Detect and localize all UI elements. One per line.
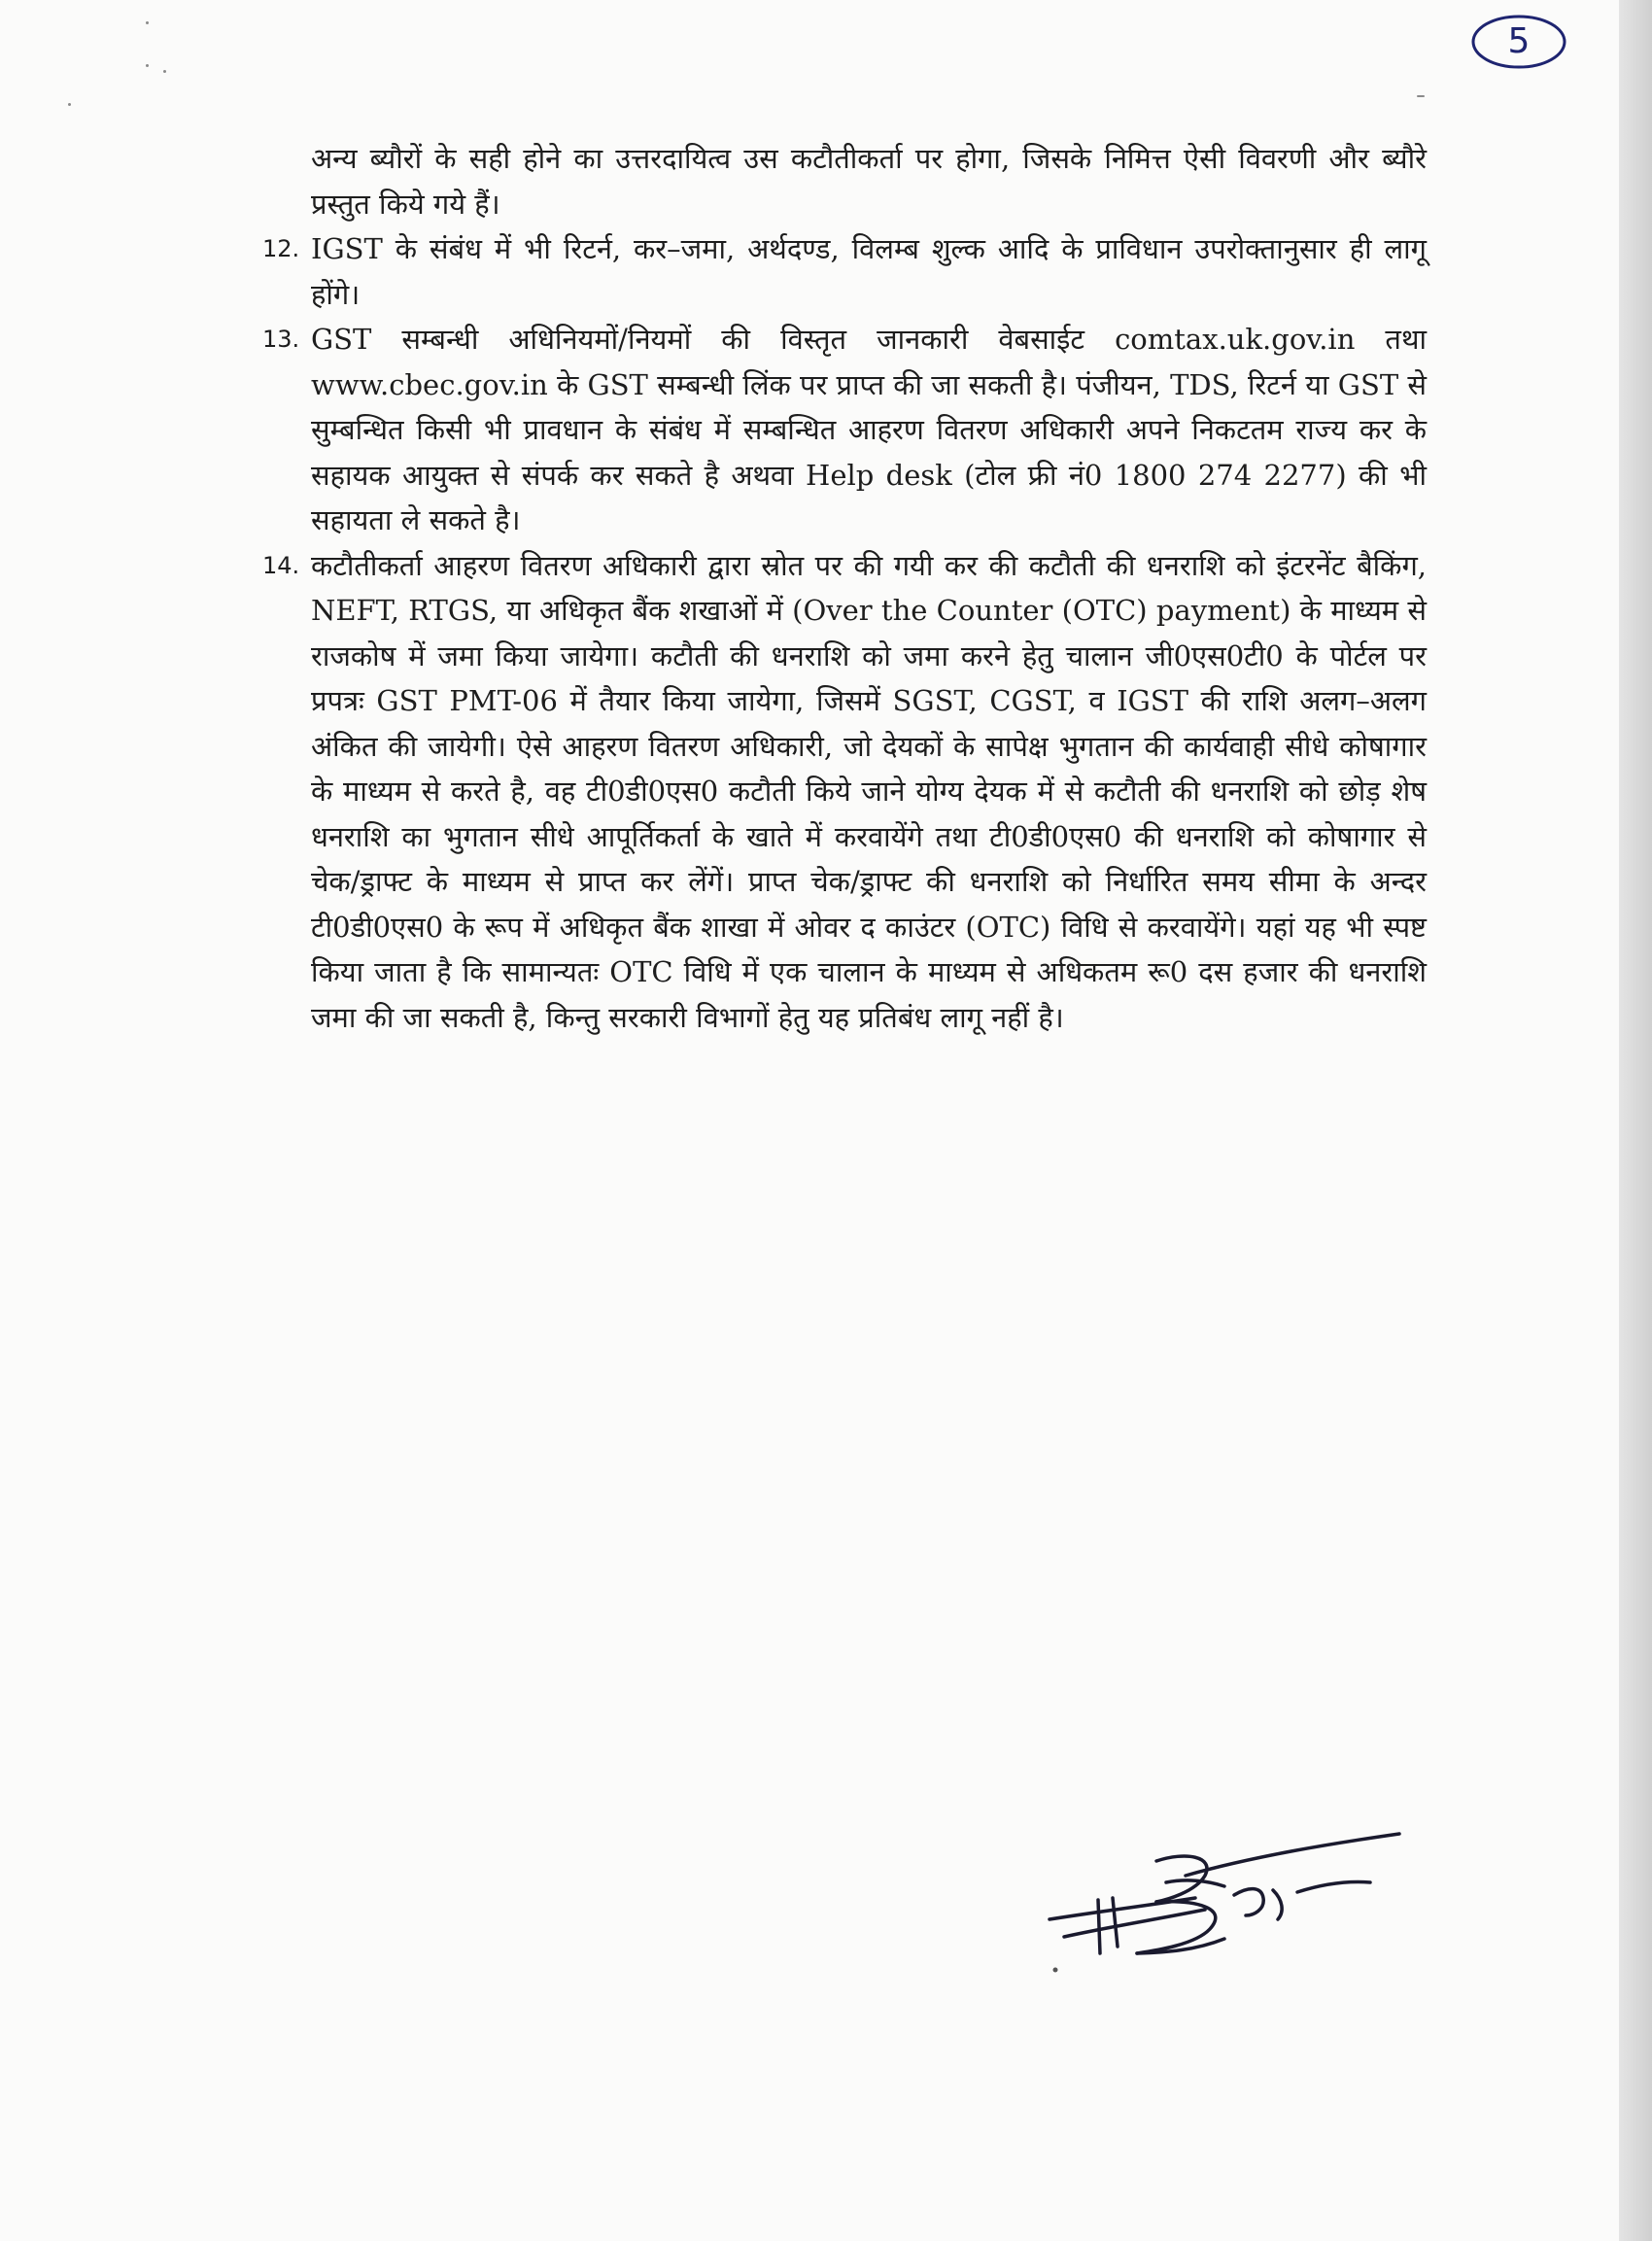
clause-list — [262, 226, 1427, 1040]
clause-text: कटौतीकर्ता आहरण वितरण अधिकारी द्वारा स्रोत पर की गयी कर की कटौती की धनराशि को इंटरनेंट बैकिंग, NEFT, RTGS, या अधिकृत बैंक शखाओं में (Over the Counter (OTC) payment) के माध्यम से राजकोष में जमा किया जायेगा। कटौती की धनराशि को जमा करने हेतु चालान जी0एस0टी0 के पोर्टल पर प्रपत्रः GST PMT-06 में तैयार किया जायेगा, जिसमें SGST, CGST, व IGST की राशि अलग–अलग अंकित की जायेगी। ऐसे आहरण वितरण अधिकारी, जो देयकों के सापेक्ष भुगतान की कार्यवाही सीधे कोषागार के माध्यम से करते है, वह टी0डी0एस0 कटौती किये जाने योग्य देयक में से कटौती की धनराशि को छोड़ शेष धनराशि का भुगतान सीधे आपूर्तिकर्ता के खाते में करवायेंगे तथा टी0डी0एस0 की धनराशि को कोषागार से चेक/ड्राफ्ट के माध्यम से प्राप्त कर लेंगें। प्राप्त चेक/ड्राफ्ट की धनराशि को निर्धारित समय सीमा के अन्दर टी0डी0एस0 के रूप में अधिकृत बैंक शाखा में ओवर द काउंटर (OTC) विधि से करवायेंगे। यहां यह भी स्पष्ट किया जाता है कि सामान्यतः OTC विधि में एक चालान के माध्यम से अधिकतम रू0 दस हजार की धनराशि जमा की जा सकती है, किन्तु सरकारी विभागों हेतु यह प्रतिबंध लागू नहीं है। — [311, 548, 1427, 1034]
document-body — [262, 136, 1427, 1040]
continuation-paragraph: अन्य ब्यौरों के सही होने का उत्तरदायित्व उस कटौतीकर्ता पर होगा, जिसके निमित्त ऐसी विवरणी और ब्यौरे प्रस्तुत किये गये हैं। — [311, 142, 1427, 221]
handwritten-signature-icon — [1040, 1822, 1409, 1987]
clause-number: 13. — [262, 326, 300, 353]
scan-speck — [146, 21, 149, 24]
page-edge — [1619, 0, 1652, 2241]
page-number: 5 — [1507, 21, 1531, 61]
scan-speck — [68, 103, 71, 106]
signature — [1040, 1822, 1409, 1987]
clause-text: GST सम्बन्धी अधिनियमों/नियमों की विस्तृत जानकारी वेबसाईट comtax.uk.gov.in तथा www.cbec.gov.in के GST सम्बन्धी लिंक पर प्राप्त की जा सकती है। पंजीयन, TDS, रिटर्न या GST से सुम्बन्धित किसी भी प्रावधान के संबंध में सम्बन्धित आहरण वितरण अधिकारी अपने निकटतम राज्य कर के सहायक आयुक्त से संपर्क कर सकते है अथवा Help desk (टोल फ्री नं0 1800 274 2277) की भी सहायता ले सकते है। — [311, 323, 1427, 536]
scan-speck — [1417, 95, 1425, 97]
clause-text: IGST के संबंध में भी रिटर्न, कर–जमा, अर्थदण्ड, विलम्ब शुल्क आदि के प्राविधान उपरोक्तानुसार ही लागू होंगे। — [311, 232, 1427, 311]
clause-number: 12. — [262, 235, 300, 262]
clause-item — [262, 226, 1427, 317]
scan-speck — [146, 64, 149, 67]
clause-item — [262, 317, 1427, 543]
page-number-badge — [1469, 12, 1568, 72]
clause-number: 14. — [262, 551, 300, 579]
scan-speck — [163, 70, 166, 73]
clause-item — [262, 543, 1427, 1041]
